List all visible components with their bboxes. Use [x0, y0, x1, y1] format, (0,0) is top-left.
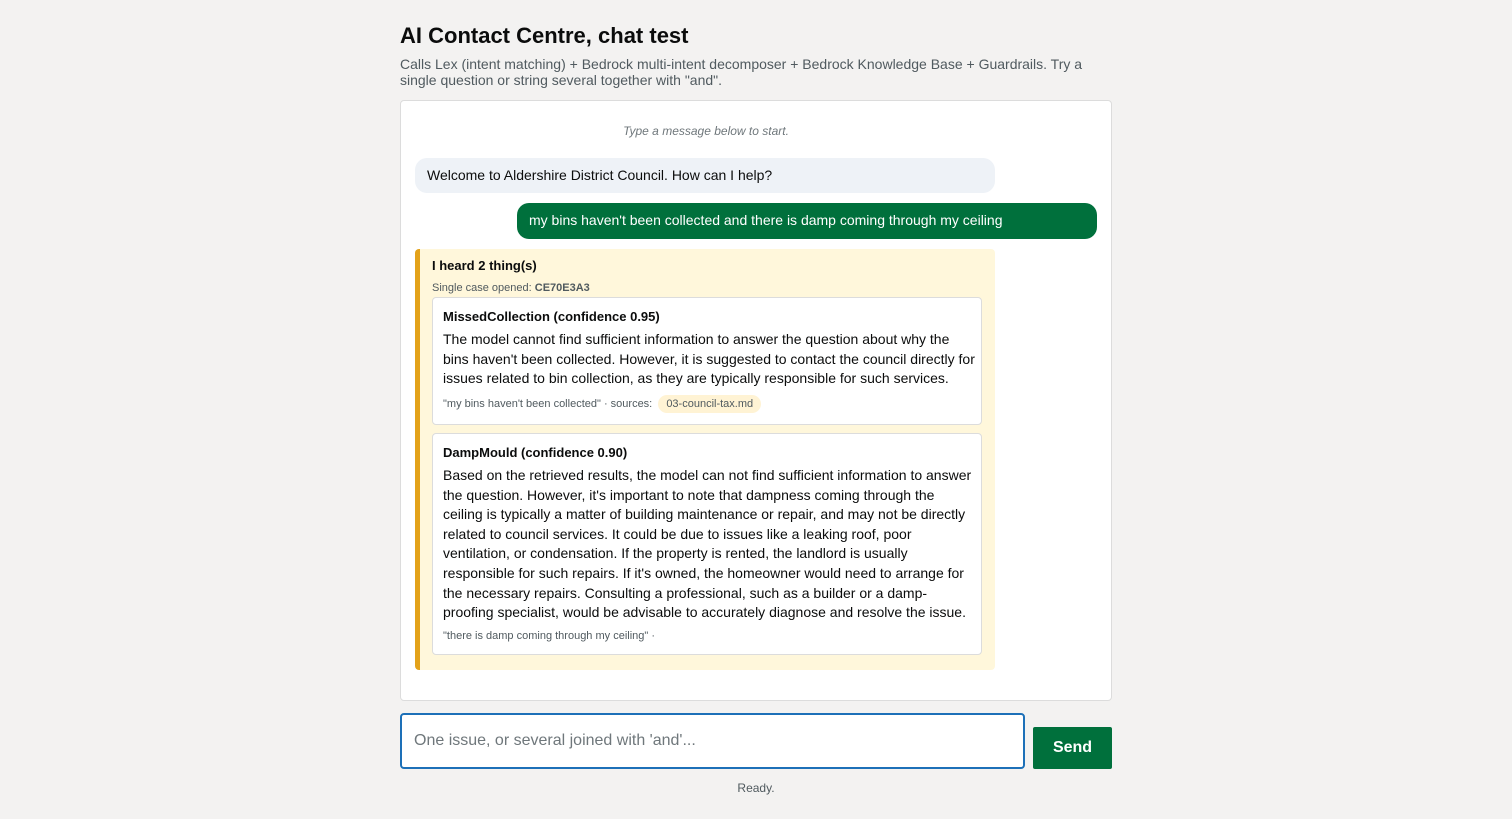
intent-quote-and-sources-label: "my bins haven't been collected" · sources: — [443, 398, 653, 410]
intent-quote: "there is damp coming through my ceiling" · — [443, 630, 656, 642]
intent-answer: Based on the retrieved results, the model can not find sufficient information to answer the question. However, it's important to note that dampness coming through the ceiling is typically a matter of building maintenance or repair, and may not be directly related to council services. It could be due to issues like a leaking roof, poor ventilation, or condensation. If the property is rented, the landlord is usually responsible for such repairs. If it's owned, the homeowner would need to arrange for the necessary repairs. Consulting a professional, such as a builder or a damp-proofing specialist, would be advisable to accurately diagnose and resolve the issue. — [443, 467, 972, 621]
send-button[interactable]: Send — [1033, 727, 1112, 769]
page-title: AI Contact Centre, chat test — [400, 23, 689, 48]
intent-result-card — [415, 249, 995, 670]
result-heading: I heard 2 thing(s) — [432, 258, 537, 273]
page-subtitle: Calls Lex (intent matching) + Bedrock multi-intent decomposer + Bedrock Knowledge Base + Guardrails. Try a single question or string several together with "and". — [400, 56, 1083, 88]
status-text: Ready. — [737, 781, 775, 795]
intent-answer: The model cannot find sufficient information to answer the question about why the bins haven't been collected. However, it is suggested to contact the council directly for issues related to bin collection, as they are typically responsible for such services. — [443, 331, 975, 387]
source-chip[interactable]: 03-council-tax.md — [658, 395, 761, 413]
intent-card-damp-mould — [432, 433, 982, 655]
bot-message: Welcome to Aldershire District Council. How can I help? — [415, 158, 995, 193]
case-opened-line — [432, 282, 590, 294]
message-input[interactable] — [400, 713, 1025, 769]
chat-transcript[interactable] — [400, 100, 1112, 701]
intent-card-missed-collection — [432, 297, 982, 425]
empty-state-hint: Type a message below to start. — [623, 124, 789, 138]
intent-title: DampMould (confidence 0.90) — [443, 445, 628, 460]
user-message: my bins haven't been collected and there is damp coming through my ceiling — [517, 203, 1097, 239]
intent-meta — [443, 627, 655, 645]
intent-meta — [443, 395, 761, 413]
intent-title: MissedCollection (confidence 0.95) — [443, 309, 660, 324]
case-id: CE70E3A3 — [534, 282, 590, 294]
case-label: Single case opened: — [432, 282, 535, 294]
